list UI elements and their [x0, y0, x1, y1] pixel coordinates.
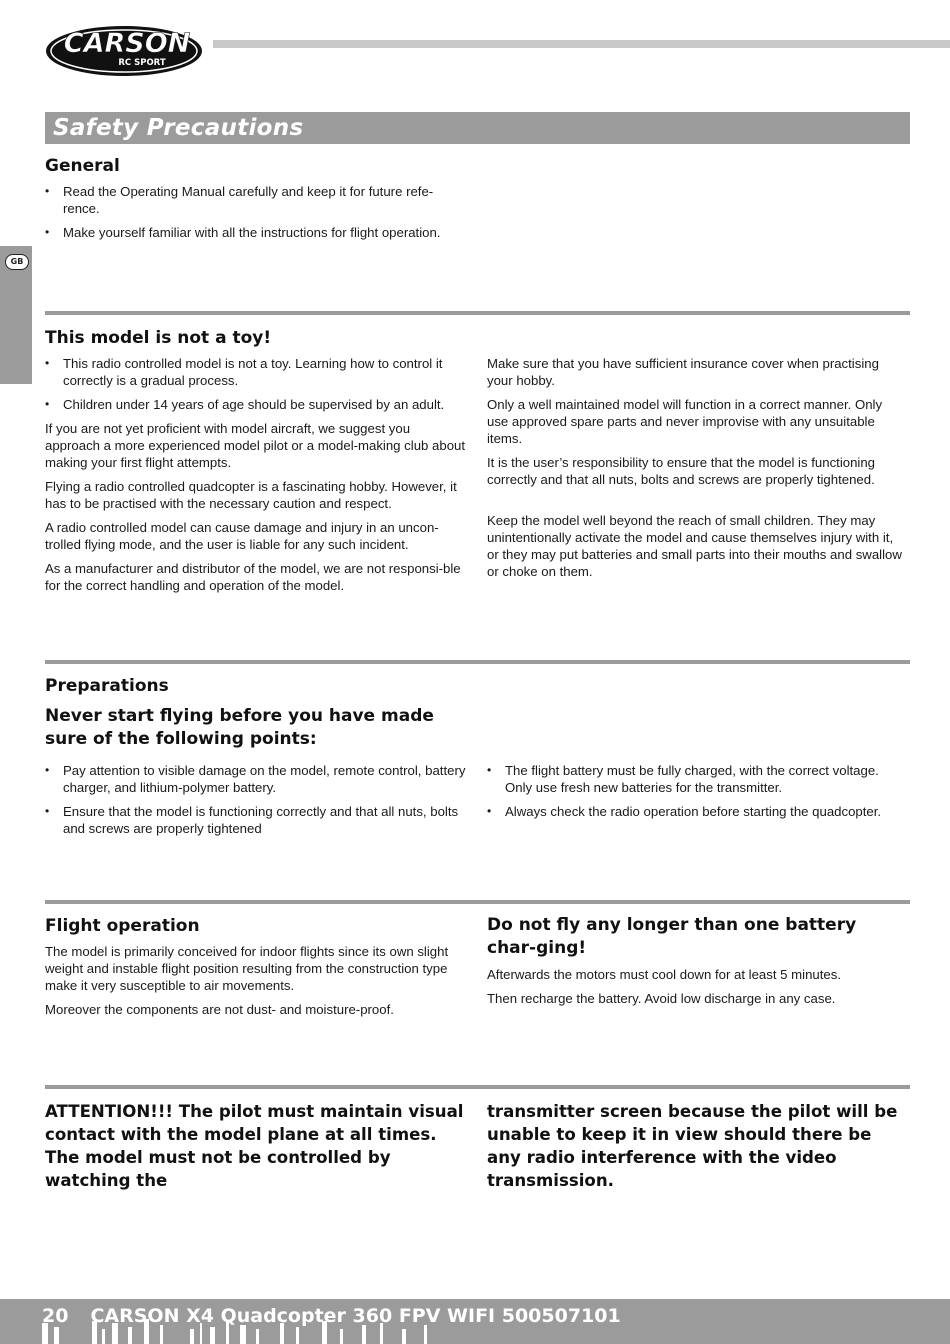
battery-text	[487, 966, 905, 1014]
section-divider	[45, 311, 910, 315]
battery-heading: Do not fly any longer than one battery char-ging!	[487, 915, 857, 958]
paragraph: Flying a radio controlled quadcopter is a fascinating hobby. However, it has to be practised with the necessary caution and respect.	[45, 479, 457, 511]
header-rule	[213, 40, 950, 48]
paragraph: It is the user’s responsibility to ensure that the model is functioning correctly and that all nuts, bolts and screws are properly tightened.	[487, 455, 876, 487]
footer-text	[42, 1303, 621, 1329]
general-list	[45, 183, 460, 248]
list-item: • Ensure that the model is functioning correctly and that all nuts, bolts and screws are properly tightened	[45, 803, 466, 837]
preparations-subheading: Never start flying before you have made sure of the following points:	[45, 706, 434, 749]
list-item: • Pay attention to visible damage on the model, remote control, battery charger, and lithium-polymer battery.	[45, 762, 466, 796]
paragraph: As a manufacturer and distributor of the model, we are not responsi-ble for the correct handling and operation of the model.	[45, 561, 461, 593]
flight-operation-heading: Flight operation	[45, 916, 200, 936]
preparations-right-list	[487, 762, 905, 827]
not-a-toy-left-column	[45, 355, 466, 601]
carson-logo	[44, 22, 210, 78]
paragraph: Keep the model well beyond the reach of small children. They may unintentionally activate the model and cause themselves injury with it, or they may put batteries and small parts into their mouths and swallow or choke on them.	[487, 513, 902, 579]
paragraph: Moreover the components are not dust- and moisture-proof.	[45, 1002, 394, 1017]
carson-logo-graphic	[44, 22, 210, 78]
list-item: • Always check the radio operation before starting the quadcopter.	[487, 803, 905, 820]
list-item: • Read the Operating Manual carefully and keep it for future refe-rence.	[45, 183, 460, 217]
preparations-heading: Preparations	[45, 676, 169, 696]
brand-name: CARSON	[63, 28, 191, 59]
list-item: • The flight battery must be fully charged, with the correct voltage. Only use fresh new batteries for the transmitter.	[487, 762, 905, 796]
section-title: Safety Precautions	[53, 115, 304, 141]
page-number: 20	[42, 1305, 69, 1327]
paragraph: Only a well maintained model will function in a correct manner. Only use approved spare parts and never improvise with any unsuitable items.	[487, 397, 883, 446]
paragraph: A radio controlled model can cause damage and injury in an uncon-trolled flying mode, and the user is liable for any such incident.	[45, 520, 439, 552]
section-title-bar	[45, 112, 910, 144]
list-item: • Make yourself familiar with all the instructions for flight operation.	[45, 224, 460, 241]
list-item: • Children under 14 years of age should be supervised by an adult.	[45, 396, 466, 413]
brand-subtitle: RC SPORT	[118, 58, 166, 68]
paragraph: The model is primarily conceived for indoor flights since its own slight weight and instable flight position resulting from the construction type make it very susceptible to air movements.	[45, 944, 449, 993]
footer-bar	[0, 1299, 950, 1344]
language-badge: GB	[5, 254, 29, 270]
list-item: • This radio controlled model is not a toy. Learning how to control it correctly is a gradual process.	[45, 355, 466, 389]
section-divider	[45, 660, 910, 664]
footer-title: CARSON X4 Quadcopter 360 FPV WIFI 500507101	[90, 1305, 621, 1327]
attention-warning-left: ATTENTION!!! The pilot must maintain visual contact with the model plane at all times. The model must not be controlled by watching the	[45, 1102, 464, 1190]
not-a-toy-right-column	[487, 355, 905, 587]
paragraph: Then recharge the battery. Avoid low discharge in any case.	[487, 991, 836, 1006]
paragraph: If you are not yet proficient with model aircraft, we suggest you approach a more experienced model pilot or a model-making club about making your first flight attempts.	[45, 421, 466, 470]
flight-operation-text	[45, 943, 468, 1025]
paragraph: Make sure that you have sufficient insurance cover when practising your hobby.	[487, 356, 879, 388]
language-tab	[0, 246, 32, 384]
section-divider	[45, 1085, 910, 1089]
preparations-left-list	[45, 762, 466, 844]
general-heading: General	[45, 156, 120, 176]
attention-warning-right: transmitter screen because the pilot will be unable to keep it in view should there be any radio interference with the video transmission.	[487, 1102, 898, 1190]
paragraph: Afterwards the motors must cool down for at least 5 minutes.	[487, 967, 842, 982]
section-divider	[45, 900, 910, 904]
not-a-toy-heading: This model is not a toy!	[45, 328, 272, 348]
